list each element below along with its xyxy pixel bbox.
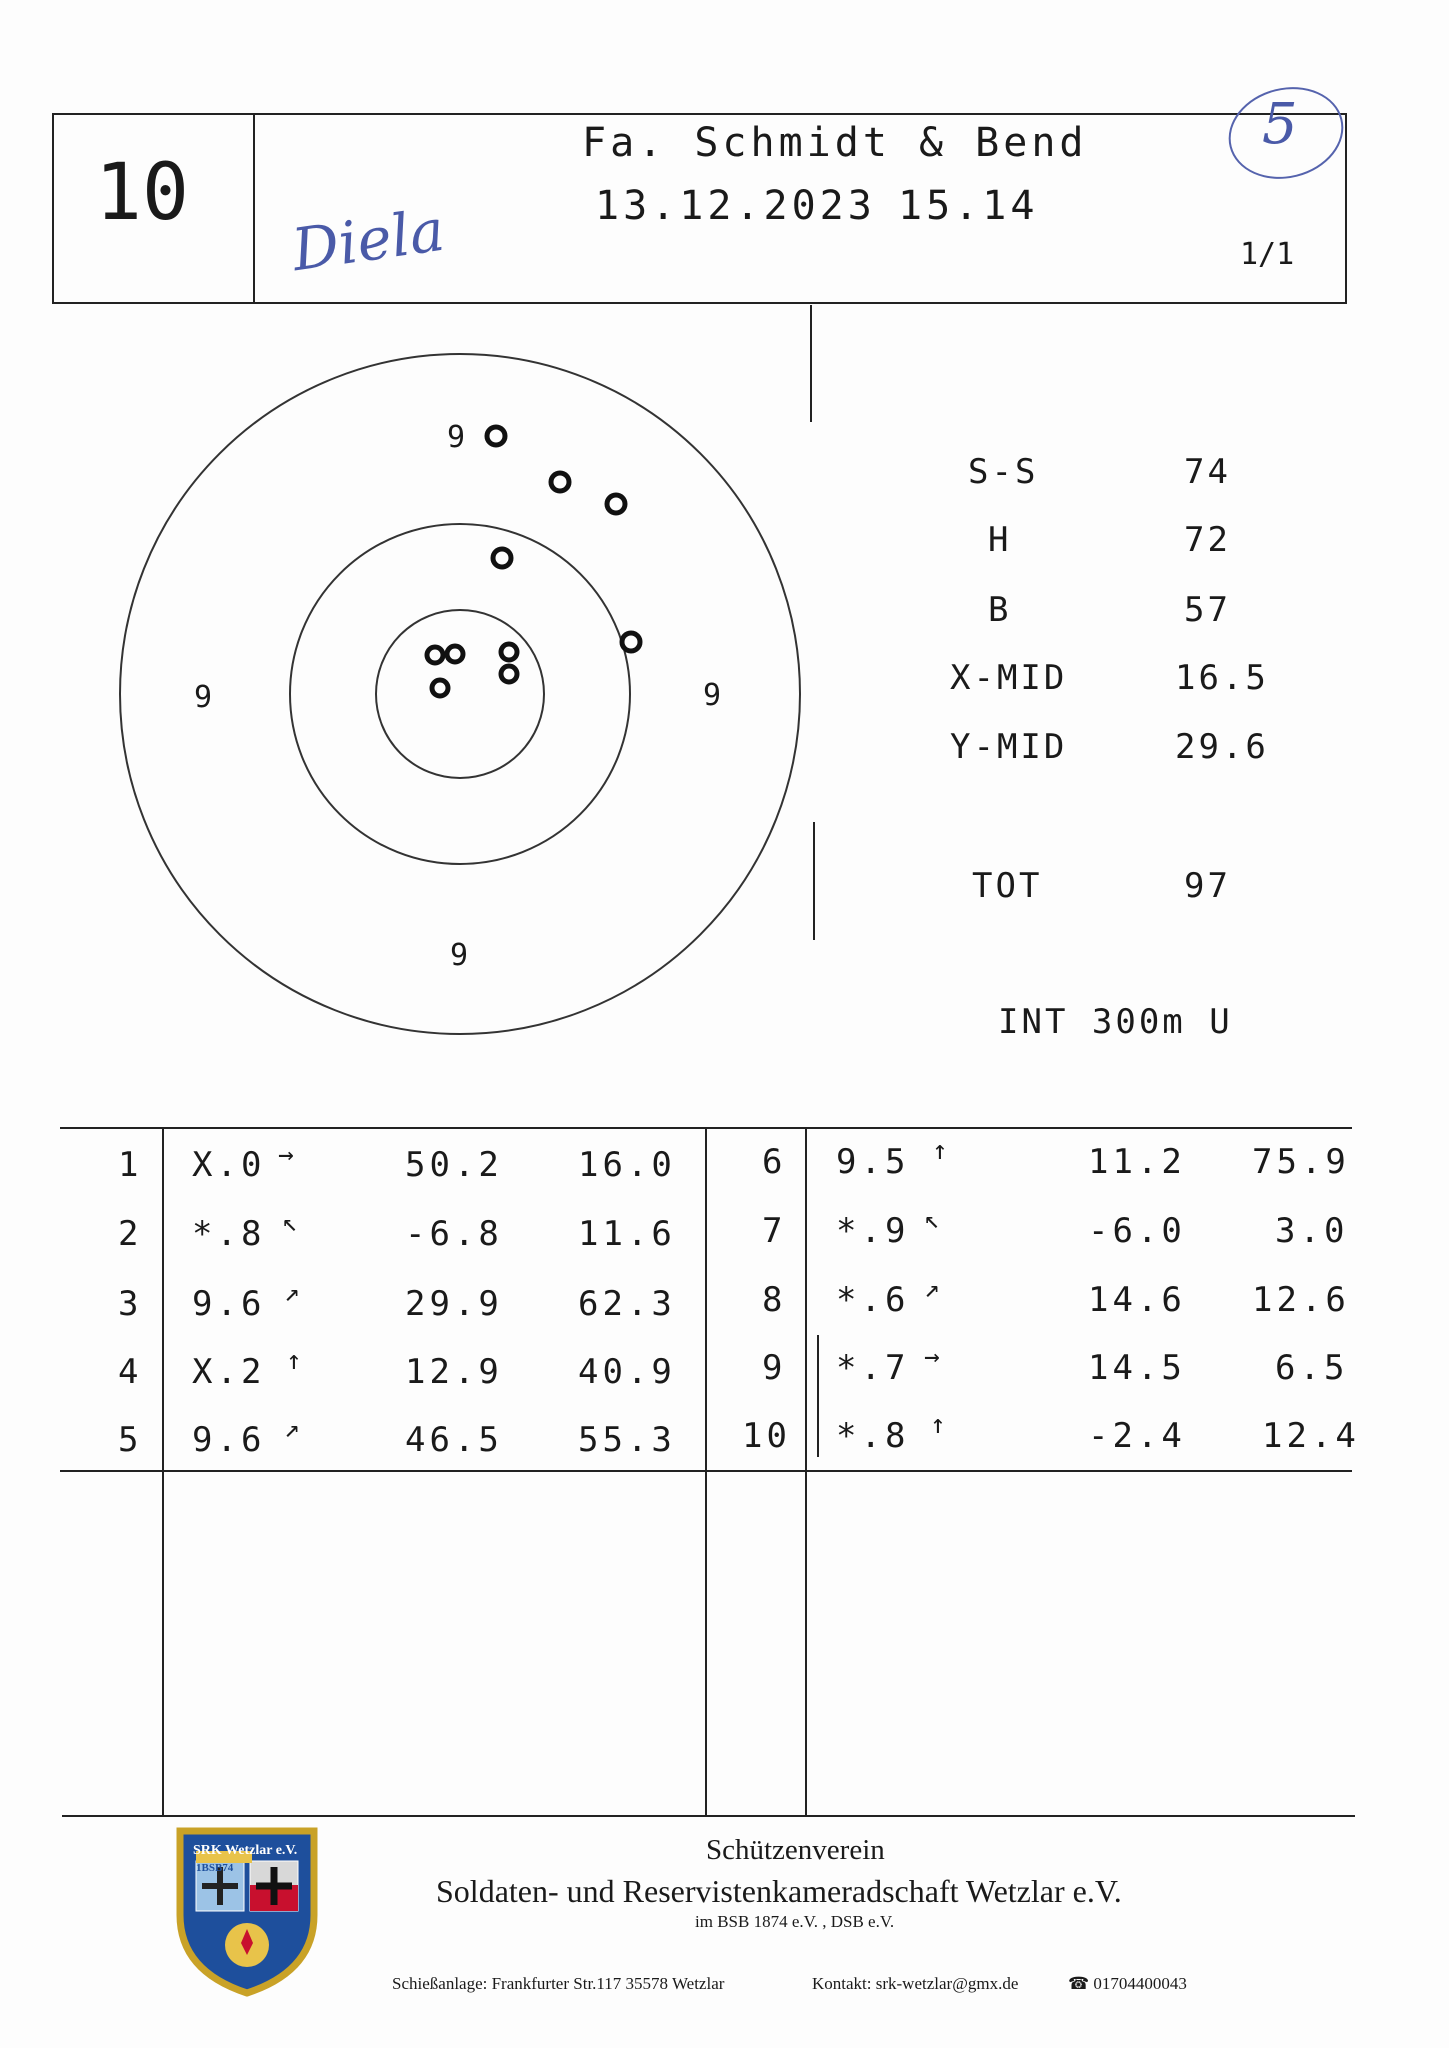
- shot-x: 50.2: [405, 1145, 503, 1185]
- shot-number: 4: [118, 1352, 143, 1392]
- shot-score: 9.6: [192, 1420, 266, 1460]
- shot-score: *.8: [836, 1416, 910, 1456]
- stat-label: B: [988, 590, 1012, 630]
- shot-number: 3: [118, 1284, 143, 1324]
- shot-hole: [501, 666, 517, 682]
- shot-hole: [427, 647, 443, 663]
- direction-arrow-icon: →: [924, 1342, 944, 1372]
- shot-number: 1: [118, 1145, 143, 1185]
- shot-score: *.8: [192, 1214, 266, 1254]
- shot-hole: [501, 644, 517, 660]
- contact-email: Kontakt: srk-wetzlar@gmx.de: [812, 1974, 1019, 1993]
- shot-x: 46.5: [405, 1420, 503, 1460]
- total-label: TOT: [972, 866, 1043, 906]
- shot-score: X.0: [192, 1145, 266, 1185]
- shot-x: 11.2: [1088, 1142, 1186, 1182]
- shot-holes: [427, 427, 640, 696]
- shot-score: 9.6: [192, 1284, 266, 1324]
- separator: [813, 822, 815, 940]
- direction-arrow-icon: ↗: [284, 1414, 304, 1444]
- print-time: 15.14: [898, 183, 1039, 229]
- stat-value: 72: [1184, 520, 1231, 560]
- stat-label: Y-MID: [950, 727, 1068, 767]
- direction-arrow-icon: ↖: [282, 1208, 302, 1238]
- shot-hole: [432, 680, 448, 696]
- shot-y: 55.3: [578, 1420, 676, 1460]
- contact-phone: ☎ 01704400043: [1068, 1974, 1187, 1993]
- separator: [810, 305, 812, 422]
- shot-score: *.7: [836, 1348, 910, 1388]
- shot-hole: [487, 427, 505, 445]
- shot-number: 2: [118, 1214, 143, 1254]
- page-number: 1/1: [1240, 237, 1295, 272]
- shot-number: 8: [762, 1280, 787, 1320]
- lane-number: 10: [95, 148, 189, 238]
- ring-label-left: 9: [194, 680, 213, 715]
- stat-label: H: [988, 520, 1012, 560]
- shot-score: *.9: [836, 1211, 910, 1251]
- shot-y: 62.3: [578, 1284, 676, 1324]
- ring-label-right: 9: [703, 678, 722, 713]
- shot-hole: [551, 473, 569, 491]
- ring-label-top: 9: [447, 420, 466, 455]
- direction-arrow-icon: ↖: [924, 1205, 944, 1235]
- shot-score: *.6: [836, 1280, 910, 1320]
- stat-value: 74: [1184, 452, 1231, 492]
- shot-y: 12.6: [1252, 1280, 1350, 1320]
- direction-arrow-icon: ↑: [930, 1410, 950, 1440]
- club-type: Schützenverein: [706, 1834, 885, 1866]
- stat-label: S-S: [968, 452, 1039, 492]
- shot-y: 11.6: [578, 1214, 676, 1254]
- shot-x: 12.9: [405, 1352, 503, 1392]
- shot-number: 10: [742, 1416, 791, 1456]
- stat-value: 29.6: [1175, 727, 1269, 767]
- direction-arrow-icon: ↑: [932, 1136, 952, 1166]
- direction-arrow-icon: ↗: [924, 1274, 944, 1304]
- inner-ring: [376, 610, 544, 778]
- print-date: 13.12.2023: [595, 183, 876, 229]
- shot-y: 3.0: [1275, 1211, 1349, 1251]
- club-name: Soldaten- und Reservistenkameradschaft Wetzlar e.V.: [436, 1873, 1122, 1909]
- direction-arrow-icon: ↑: [286, 1346, 306, 1376]
- handwritten-circle-mark: 5: [1262, 92, 1298, 157]
- shot-x: -6.8: [405, 1214, 503, 1254]
- stat-value: 16.5: [1175, 658, 1269, 698]
- shot-score: X.2: [192, 1352, 266, 1392]
- total-value: 97: [1184, 866, 1231, 906]
- shot-y: 6.5: [1275, 1348, 1349, 1388]
- ring-label-bottom: 9: [450, 938, 469, 973]
- shot-hole: [607, 495, 625, 513]
- direction-arrow-icon: →: [278, 1140, 298, 1170]
- stat-label: X-MID: [950, 658, 1068, 698]
- range-address: Schießanlage: Frankfurter Str.117 35578 Wetzlar: [392, 1974, 725, 1993]
- shot-x: 14.6: [1088, 1280, 1186, 1320]
- shot-y: 75.9: [1252, 1142, 1350, 1182]
- shot-x: -6.0: [1088, 1211, 1186, 1251]
- shot-y: 40.9: [578, 1352, 676, 1392]
- shot-number: 7: [762, 1211, 787, 1251]
- shot-y: 12.4: [1262, 1416, 1360, 1456]
- club-membership: im BSB 1874 e.V. , DSB e.V.: [695, 1912, 895, 1931]
- middle-ring: [290, 524, 630, 864]
- shot-hole: [493, 549, 511, 567]
- shot-number: 5: [118, 1420, 143, 1460]
- shot-number: 6: [762, 1142, 787, 1182]
- shot-number: 9: [762, 1348, 787, 1388]
- stat-value: 57: [1184, 590, 1231, 630]
- company-name: Fa. Schmidt & Bend: [582, 120, 1088, 166]
- shot-x: -2.4: [1088, 1416, 1186, 1456]
- outer-ring: [120, 354, 800, 1034]
- discipline: INT 300m U: [998, 1002, 1233, 1042]
- logo-badge: 1BSB74: [196, 1862, 234, 1874]
- shot-hole: [447, 646, 463, 662]
- direction-arrow-icon: ↗: [284, 1278, 304, 1308]
- shot-score: 9.5: [836, 1142, 910, 1182]
- shot-hole: [622, 633, 640, 651]
- handwritten-signature: Diela: [288, 195, 449, 285]
- shot-y: 16.0: [578, 1145, 676, 1185]
- shot-x: 14.5: [1088, 1348, 1186, 1388]
- logo-text: SRK Wetzlar e.V.: [193, 1843, 298, 1858]
- shot-x: 29.9: [405, 1284, 503, 1324]
